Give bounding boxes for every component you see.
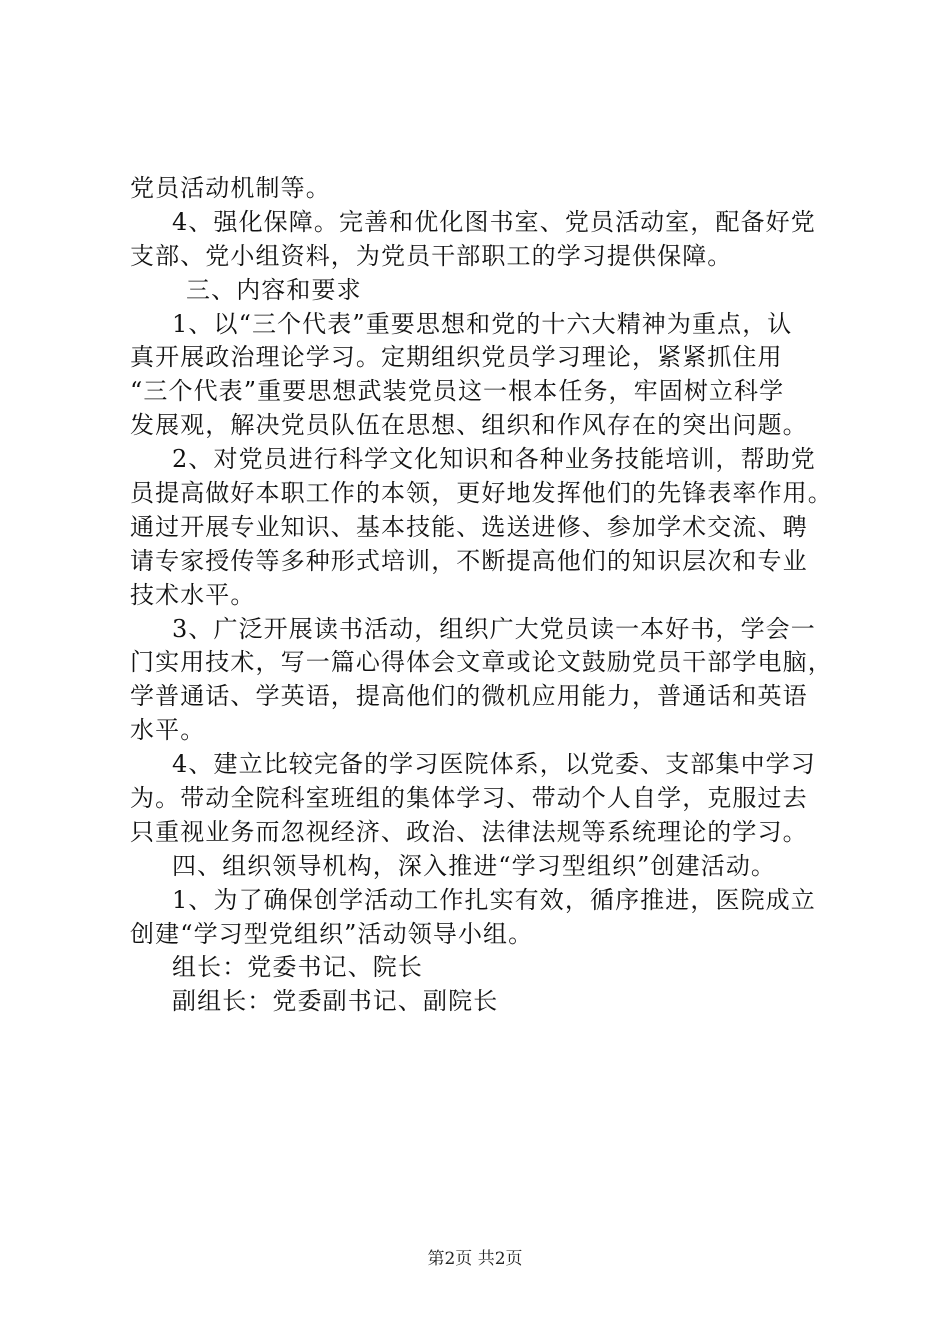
paragraph-line: 3、广泛开展读书活动，组织广大党员读一本好书，学会一 bbox=[172, 614, 816, 643]
paragraph-line: 4、建立比较完备的学习医院体系，以党委、支部集中学习 bbox=[172, 750, 816, 779]
paragraph-line: “三个代表”重要思想武装党员这一根本任务，牢固树立科学 bbox=[130, 377, 785, 406]
paragraph-line: 1、为了确保创学活动工作扎实有效，循序推进，医院成立 bbox=[172, 885, 816, 914]
document-body bbox=[130, 172, 833, 1019]
section-heading: 三、内容和要求 bbox=[186, 275, 362, 304]
paragraph-line: 创建“学习型党组织”活动领导小组。 bbox=[130, 919, 534, 948]
paragraph-line: 真开展政治理论学习。定期组织党员学习理论，紧紧抓住用 bbox=[130, 343, 783, 372]
section-heading: 四、组织领导机构，深入推进“学习型组织”创建活动。 bbox=[172, 851, 777, 880]
page-number: 第2页 共2页 bbox=[427, 1249, 523, 1269]
paragraph-line: 请专家授传等多种形式培训，不断提高他们的知识层次和专业 bbox=[130, 546, 808, 575]
paragraph-line: 副组长：党委副书记、副院长 bbox=[172, 987, 499, 1016]
paragraph-line: 只重视业务而忽视经济、政治、法律法规等系统理论的学习。 bbox=[130, 817, 808, 846]
paragraph-line: 2、对党员进行科学文化知识和各种业务技能培训，帮助党 bbox=[172, 445, 816, 474]
paragraph-line: 4、强化保障。完善和优化图书室、党员活动室，配备好党 bbox=[172, 207, 816, 236]
paragraph-line: 技术水平。 bbox=[130, 580, 256, 609]
paragraph-line: 通过开展专业知识、基本技能、选送进修、参加学术交流、聘 bbox=[130, 512, 808, 541]
paragraph-line: 1、以“三个代表”重要思想和党的十六大精神为重点，认 bbox=[172, 309, 793, 338]
paragraph-line: 支部、党小组资料，为党员干部职工的学习提供保障。 bbox=[130, 241, 733, 270]
paragraph-line: 水平。 bbox=[130, 716, 206, 745]
paragraph-line: 组长：党委书记、院长 bbox=[172, 953, 423, 982]
paragraph-line: 为。带动全院科室班组的集体学习、带动个人自学，克服过去 bbox=[130, 784, 808, 813]
paragraph-line: 学普通话、学英语，提高他们的微机应用能力，普通话和英语 bbox=[130, 682, 808, 711]
paragraph-line: 发展观，解决党员队伍在思想、组织和作风存在的突出问题。 bbox=[130, 411, 808, 440]
paragraph-line: 员提高做好本职工作的本领，更好地发挥他们的先锋表率作用。 bbox=[130, 479, 833, 508]
paragraph-line: 门实用技术，写一篇心得体会文章或论文鼓励党员干部学电脑， bbox=[130, 648, 833, 677]
paragraph-line: 党员活动机制等。 bbox=[130, 174, 331, 202]
